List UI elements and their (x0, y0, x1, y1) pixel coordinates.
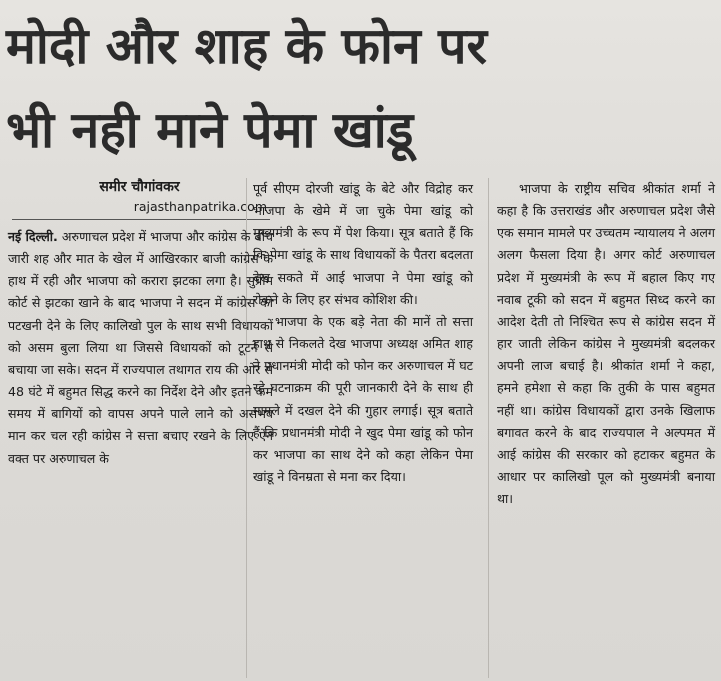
article-paragraph (8, 226, 273, 470)
source-website: rajasthanpatrika.com (133, 199, 267, 214)
headline-line-1: मोदी और शाह के फोन पर (6, 17, 487, 75)
article-paragraph: पूर्व सीएम दोरजी खांडू के बेटे और विद्रोह कर भाजपा के खेमे में जा चुके पेमा खांडू को मुख्यमंत्री के रूप में पेश किया। सूत्र बताते हैं कि कि पेमा खांडू के साथ विधायकों के पैतरा बदलता देख सकते में आई भाजपा ने पेमा खांडू को रोकने के लिए हर संभव कोशिश की। (253, 181, 473, 307)
article-column-1 (8, 226, 273, 470)
byline (12, 176, 267, 216)
article-column-2 (253, 178, 473, 488)
article-paragraph: भाजपा के राष्ट्रीय सचिव श्रीकांत शर्मा ने कहा है कि उत्तराखंड और अरुणाचल प्रदेश जैसे एक समान मामले पर उच्चतम न्यायालय ने अलग अलग फैसला दिया है। अगर कोर्ट अरुणाचल प्रदेश में मुख्यमंत्री के रूप में बहाल किए गए नवाब टूकी को सदन में बहुमत सिध्द करने का आदेश देती तो निश्चित रूप से कांग्रेस सदन में हार जाती लेकिन कांग्रेस ने मुख्यमंत्री बदलकर अपनी लाज बचाई है। श्रीकांत शर्मा ने कहा, हमने हमेशा से कहा कि तुकी के पास बहुमत नहीं था। कांग्रेस विधायकों द्वारा उनके खिलाफ बगावत करने के बाद राज्यपाल ने अल्पमत में आई कांग्रेस की सरकार को हटाकर बहुमत के आधार पर कालिखो पूल को मुख्यमंत्री बनाया था। (497, 181, 715, 507)
article-paragraph: भाजपा के एक बड़े नेता की मानें तो सत्ता हाथ से निकलते देख भाजपा अध्यक्ष अमित शाह ने प्रधानमंत्री मोदी को फोन कर अरुणाचल में घट रहे घटनाक्रम की पूरी जानकारी देने के साथ ही मामले में दखल देने की गुहार लगाई। सूत्र बताते हैं कि प्रधानमंत्री मोदी ने खुद पेमा खांडू को फोन कर भाजपा का साथ देने को कहा लेकिन पेमा खांडू ने विनम्रता से मना कर दिया। (253, 313, 473, 485)
headline (6, 4, 715, 172)
author-name: समीर चौगांवकर (99, 179, 180, 195)
byline-divider (12, 219, 270, 220)
article-column-3 (497, 178, 715, 510)
dateline: नई दिल्ली. (8, 229, 58, 244)
headline-line-2: भी नही माने पेमा खांडू (6, 101, 414, 159)
paragraph-text: अरुणाचल प्रदेश में भाजपा और कांग्रेस के बीच जारी शह और मात के खेल में आखिरकार बाजी कांग्रेस के हाथ में रही और भाजपा को करारा झटका लगा है। सुप्रीम कोर्ट से झटका खाने के बाद भाजपा ने सदन में कांग्रेस को पटखनी देने के लिए कालिखो पुल के साथ सभी विधायकों को असम बुला लिया था जिससे विधायकों को टूटने से बचाया जा सके। सदन में राज्यपाल तथागत राय की ओर से 48 घंटे में बहुमत सिद्ध करने का निर्देश देने और इतने कम समय में बागियों को वापस अपने पाले लाने को असंभव मान कर चल रही कांग्रेस ने सत्ता बचाए रखने के लिए ऐन वक्त पर अरुणाचल के (8, 229, 273, 466)
column-divider (488, 178, 489, 678)
